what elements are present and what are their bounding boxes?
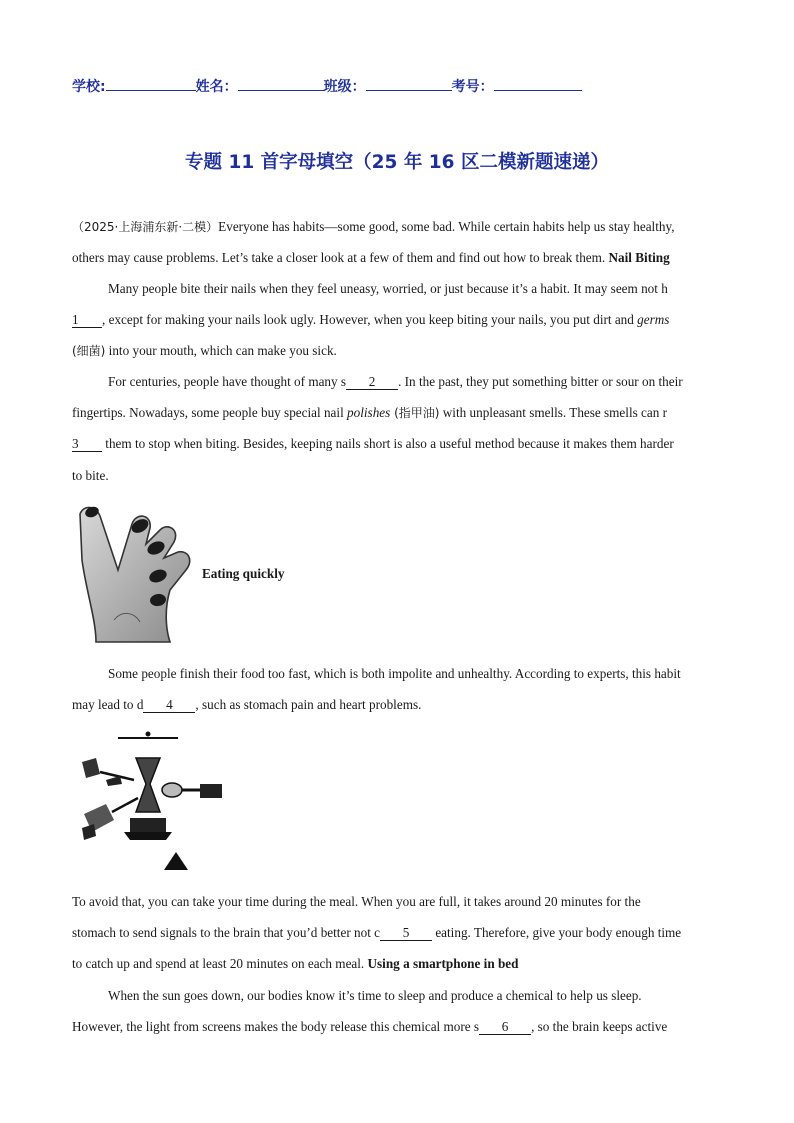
class-label: 班级： (323, 79, 366, 95)
paragraph-avoid-eating-fast: To avoid that, you can take your time during the meal. When you are full, it takes around 20 minutes for the stomach to send signals to the brain that you’d better not c 5 eating. Therefore, give your body enough time to catch up and spend at least 20 minutes on each meal. Using a smartphone in bed (72, 894, 682, 972)
paragraph-eating-quickly: Some people finish their food too fast, which is both impolite and unhealthy. According to experts, this habit may lead to d 4 , such as stomach pain and heart problems. (72, 666, 681, 713)
blank-6[interactable]: 6 (479, 1020, 531, 1035)
school-label: 学校: (72, 79, 106, 95)
blank-1[interactable]: 1 (72, 313, 102, 328)
exam-no-field[interactable] (494, 76, 582, 91)
paragraph-smartphone: When the sun goes down, our bodies know it’s time to sleep and produce a chemical to help us sleep. However, the light from screens makes the body release this chemical more s 6 , so the brain keeps active (72, 988, 668, 1035)
name-label: 姓名： (195, 79, 238, 95)
exam-no-label: 考号： (451, 79, 494, 95)
paragraph-nail-biting: Many people bite their nails when they feel uneasy, worried, or just because it’s a habit. It may seem not h 1 , except for making your nails look ugly. However, when you keep biting your nails, you put dirt and germs (细菌) into your mouth, which can make you sick. (72, 281, 670, 359)
page-title: 专题 11 首字母填空（25 年 16 区二模新题速递） (185, 152, 609, 173)
hourglass-eating-icon (76, 728, 226, 873)
blank-4[interactable]: 4 (143, 698, 195, 713)
section-heading-smartphone: Using a smartphone in bed (367, 956, 519, 972)
class-field[interactable] (366, 76, 452, 91)
school-field[interactable] (106, 76, 196, 91)
source-tag: （2025·上海浦东新·二模） (72, 220, 219, 234)
paragraph-solutions: For centuries, people have thought of many s 2 . In the past, they put something bitter or sour on their fingertips. Nowadays, some people buy special nail polishes (指甲油) with unpleasant smells. These smells can r 3 them to stop when biting. Besides, keeping nails short is also a useful method because it makes them harder to bite. (72, 374, 683, 483)
intro-paragraph: （2025·上海浦东新·二模）Everyone has habits—some good, some bad. While certain habits help us stay healthy, others may cause problems. Let’s take a closer look at a few of them and find out how to break them. Nail Biting (72, 219, 675, 266)
section-heading-nail-biting: Nail Biting (608, 250, 670, 266)
blank-2[interactable]: 2 (346, 375, 398, 390)
hand-nail-icon (74, 500, 202, 645)
section-heading-eating-quickly: Eating quickly (202, 566, 285, 581)
name-field[interactable] (238, 76, 324, 91)
student-info-line (72, 76, 582, 96)
blank-3[interactable]: 3 (72, 437, 102, 452)
blank-5[interactable]: 5 (380, 926, 432, 941)
